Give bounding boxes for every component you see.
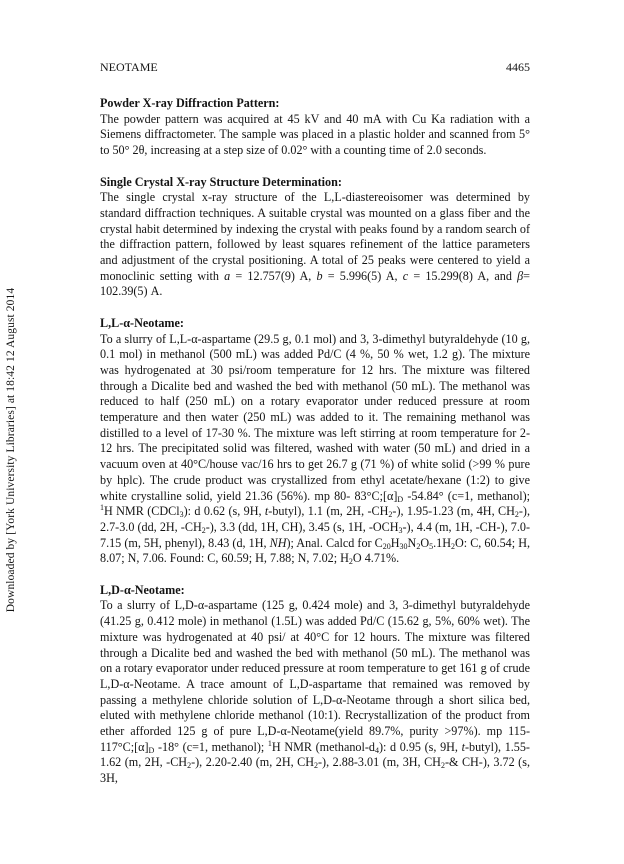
article-body	[100, 96, 530, 803]
section-heading: L,L-α-Neotame:	[100, 315, 184, 330]
section-heading: L,D-α-Neotame:	[100, 582, 185, 597]
section-ll-neotame	[100, 316, 530, 567]
section-paragraph: The powder pattern was acquired at 45 kV and 40 mA with Cu Ka radiation with a Siemens diffractometer. The sample was placed in a plastic holder and scanned from 5° to 50° 2θ, increasing at a step size of 0.02° with a counting time of 2.0 seconds.	[100, 111, 530, 158]
running-title: NEOTAME	[100, 60, 158, 74]
download-watermark-text: Downloaded by [York University Libraries] at 18:42 12 August 2014	[5, 287, 17, 613]
page-number: 4465	[506, 60, 530, 74]
section-heading: Powder X-ray Diffraction Pattern:	[100, 96, 280, 110]
page-header	[100, 60, 530, 74]
section-paragraph: To a slurry of L,D-α-aspartame (125 g, 0.424 mole) and 3, 3-dimethyl butyraldehyde (41.25 g, 0.412 mole) in methanol (1.5L) was added Pd/C (15.62 g, 5%, 60% wet). The mixture was hydrogenated at 40 psi/ at 40°C for 12 hours. The mixture was filtered through a Dicalite bed and washed the bed with methanol (50 mL). The methanol was on a rotary evaporator under reduced pressure at room temperature to get 161 g of crude L,D-α-Neotame. A trace amount of L,D-aspartame that remained was removed by passing a methylene chloride solution of L,D-α-Neotame through a short silica bed, eluted with methylene chloride methanol (10:1). Recrystallization of the product from ether afforded 125 g of pure L,D-α-Neotame(yield 89.7%, purity >97%). mp 115- $117^\circ C;[\alpha]_D$ -18° (c=1, methanol); $^1$H NMR $(methanol-d_4)$: d 0.95 (s, 9H, t-butyl), 1.55-1.62 (m, 2H, $-CH_2-$), 2.20-2.40 (m, 2H, $CH_2-$), 2.88-3.01 (m, 3H, $CH_2-\&$ CH-), 3.72 (s, 3H,	[100, 598, 530, 786]
section-single-crystal	[100, 175, 530, 301]
section-ld-neotame	[100, 583, 530, 787]
section-paragraph: The single crystal x-ray structure of the L,L-diastereoisomer was determined by standard diffraction techniques. A suitable crystal was mounted on a glass fiber and the crystal habit determined by indexing the crystal with peaks found by a random search of the diffraction pattern, followed by least squares refinement of the lattice parameters and adjustment of the crystal positioning. A total of 25 peaks were centered to yield a monoclinic setting with a = 12.757(9) A, b = 5.996(5) A, c = 15.299(8) A, and β= 102.39(5) A.	[100, 190, 531, 299]
download-watermark	[0, 130, 22, 770]
section-paragraph: To a slurry of L,L-α-aspartame (29.5 g, 0.1 mol) and 3, 3-dimethyl butyraldehyde (10 g, 0.1 mol) in methanol (500 mL) was added Pd/C (4 %, 50 % wet, 1.2 g). The mixture was hydrogenated at 30 psi/room temperature for 12 hrs. The mixture was filtered through a Dicalite bed and washed the bed with methanol (50 mL). The methanol was reduced to half (250 mL) on a rotary evaporator under reduced pressure at room temperature and then water (250 mL) was added to it. The remaining methanol was distilled to a level of 17-30 %. The mixture was left stirring at room temperature for 2-12 hrs. The precipitated solid was filtered, washed with water (50 mL) and dried in a vacuum oven at 40°C/house vac/16 hrs to get 26.7 g (71 %) of white solid (>99 % pure by hplc). The crude product was crystallized from ethyl acetate/hexane (1:2) to give white crystalline solid, yield 21.36 (56%). mp 80- $83^\circ C;[\alpha]_D$ -54.84° (c=1, methanol); $^1$H NMR (CDCl$_3$): d 0.62 (s, 9H, t-butyl), 1.1 (m, 2H, $-CH_2-$), 1.95-1.23 (m, 4H, $CH_2-$), 2.7-3.0 (dd, 2H, $-CH_2-$), 3.3 (dd, 1H, CH), 3.45 (s, 1H, $-OCH_3-$), 4.4 (m, 1H, -CH-), 7.0-7.15 (m, 5H, phenyl), 8.43 (d, 1H, NH); Anal. Calcd for $C_{20}H_{30}N_2O_5.1H_2O$: C, 60.54; H, 8.07; N, 7.06. Found: C, 60.59; H, 7.88; N, 7.02; $H_2O$ 4.71%.	[100, 331, 530, 567]
section-powder-xrd	[100, 96, 530, 159]
section-heading: Single Crystal X-ray Structure Determination:	[100, 174, 342, 189]
